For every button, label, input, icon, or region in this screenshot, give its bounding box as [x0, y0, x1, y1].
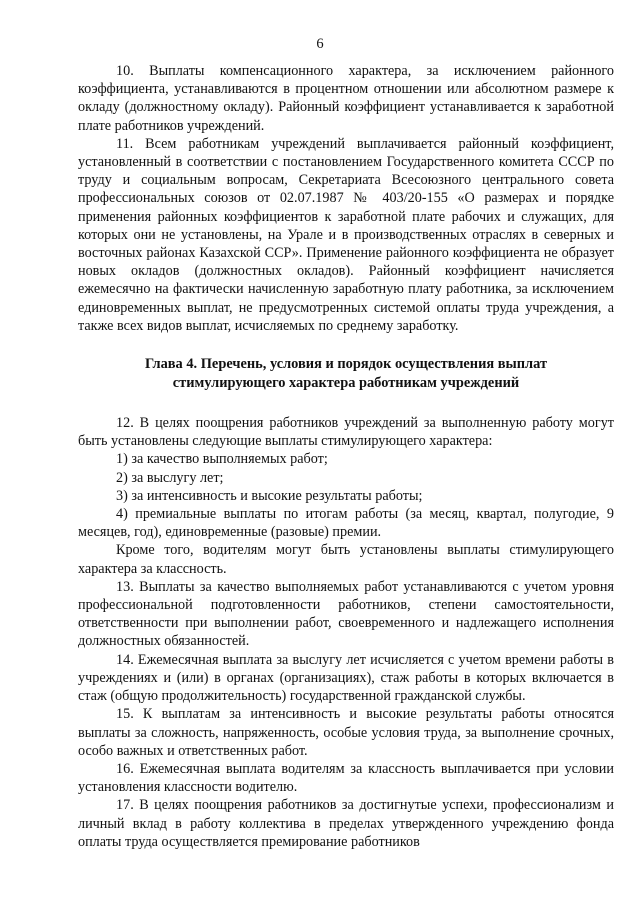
paragraph-16: 16. Ежемесячная выплата водителям за классность выплачивается при условии установления классности водителю.	[78, 760, 614, 796]
page-number: 6	[316, 36, 324, 52]
paragraph-14: 14. Ежемесячная выплата за выслугу лет исчисляется с учетом времени работы в учреждениях и (или) в органах (организациях), стаж работы в которых включается в стаж (общую продолжительность) государственной гражданской службы.	[78, 651, 614, 705]
paragraph-15: 15. К выплатам за интенсивность и высокие результаты работы относятся выплаты за сложность, напряженность, особые условия труда, за выполнение срочных, особо важных и ответственных работ.	[78, 706, 614, 759]
list-item: 1) за качество выполняемых работ;	[116, 451, 328, 468]
list-item: 4) премиальные выплаты по итогам работы (за месяц, квартал, полугодие, 9 месяцев, год), единовременные (разовые) премии.	[78, 506, 614, 541]
paragraph-13: 13. Выплаты за качество выполняемых работ устанавливаются с учетом уровня профессиональной подготовленности работников, степени самостоятельности, ответственности при выполнении работ, своевременного и надлежащего исполнения должностных обязанностей.	[78, 578, 614, 650]
paragraph-12-intro: 12. В целях поощрения работников учреждений за выполненную работу могут быть установлены следующие выплаты стимулирующего характера:	[78, 415, 614, 450]
paragraph-11: 11. Всем работникам учреждений выплачивается районный коэффициент, установленный в соответствии с постановлением Государственного комитета СССР по труду и социальным вопросам, Секретариата Всесоюзного центрального совета профессиональных союзов от 02.07.1987 № 403/20-155 «О размерах и порядке применения районных коэффициентов к заработной плате рабочих и служащих, для которых они не установлены, на Урале и в производственных отраслях в северных и восточных районах Казахской ССР». Применение районного коэффициента не образует новых окладов (должностных окладов). Районный коэффициент начисляется ежемесячно на фактически начисленную заработную плату работника, за исключением единовременных выплат, не предусмотренных системой оплаты труда учреждения, а также всех видов выплат, исчисляемых по среднему заработку.	[78, 135, 614, 334]
paragraph-10: 10. Выплаты компенсационного характера, за исключением районного коэффициента, устанавливаются в процентном отношении или абсолютном размере к окладу (должностному окладу). Районный коэффициент устанавливается к заработной плате работников учреждений.	[78, 63, 614, 134]
paragraph-17: 17. В целях поощрения работников за достигнутые успехи, профессионализм и личный вклад в работу коллектива в пределах утвержденного учреждению фонда оплаты труда осуществляется премирование работников	[78, 797, 614, 850]
document-body	[78, 62, 614, 851]
list-item: 3) за интенсивность и высокие результаты работы;	[116, 487, 423, 504]
list-item: 2) за выслугу лет;	[116, 469, 224, 486]
paragraph-drivers-classness: Кроме того, водителям могут быть установлены выплаты стимулирующего характера за классность.	[78, 542, 614, 577]
chapter-heading: Глава 4. Перечень, условия и порядок осуществления выплат стимулирующего характера работникам учреждений	[144, 356, 548, 391]
